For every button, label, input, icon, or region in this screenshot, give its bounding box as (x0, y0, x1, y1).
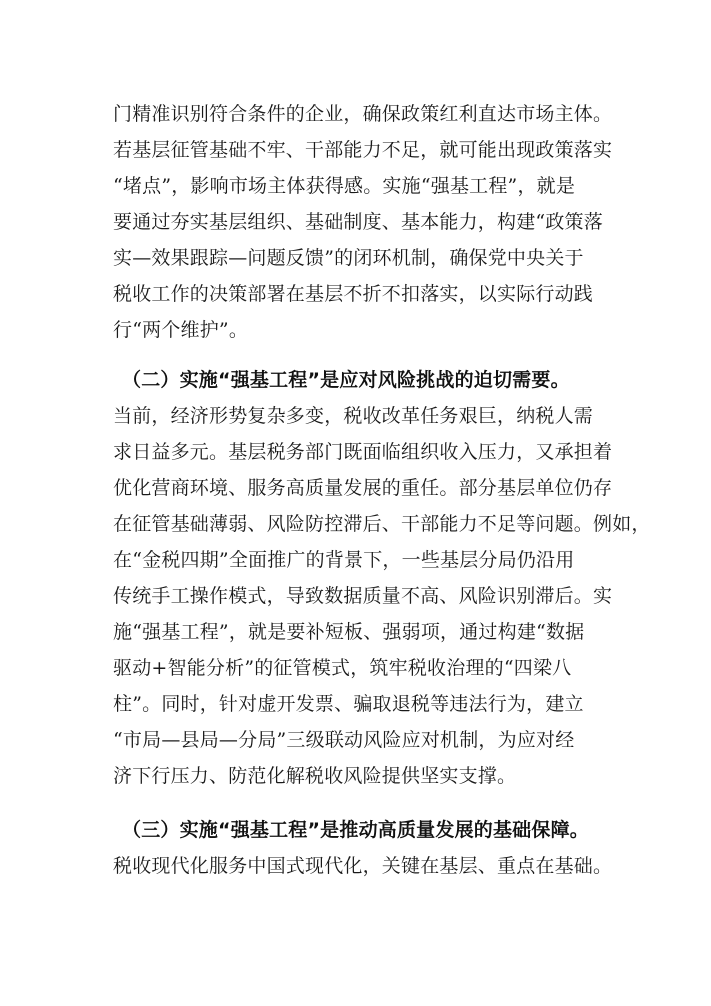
paragraph-line: 税收现代化服务中国式现代化，关键在基层、重点在基础。 (113, 855, 613, 877)
paragraph-line: 当前，经济形势复杂多变，税收改革任务艰巨，纳税人需 (113, 405, 594, 427)
paragraph-line: 传统手工操作模式，导致数据质量不高、风险识别滞后。实 (113, 585, 613, 607)
paragraph-line: 优化营商环境、服务高质量发展的重任。部分基层单位仍存 (113, 477, 613, 499)
paragraph-line: 实—效果跟踪—问题反馈”的闭环机制，确保党中央关于 (113, 247, 584, 269)
paragraph-line: 要通过夯实基层组织、基础制度、基本能力，构建“政策落 (113, 211, 603, 233)
paragraph-line: 在征管基础薄弱、风险防控滞后、干部能力不足等问题。例如， (113, 513, 651, 535)
paragraph-line: 若基层征管基础不牢、干部能力不足，就可能出现政策落实 (113, 139, 613, 161)
paragraph-line: “市局—县局—分局”三级联动风险应对机制，为应对经 (113, 729, 575, 751)
paragraph-line: 门精准识别符合条件的企业，确保政策红利直达市场主体。 (113, 103, 613, 125)
paragraph-line: 求日益多元。基层税务部门既面临组织收入压力，又承担着 (113, 441, 613, 463)
paragraph-line: 柱”。同时，针对虚开发票、骗取退税等违法行为，建立 (113, 693, 584, 715)
section-heading-2: （二）实施“强基工程”是应对风险挑战的迫切需要。 (122, 369, 570, 391)
paragraph-line: 在“金税四期”全面推广的背景下，一些基层分局仍沿用 (113, 549, 575, 571)
paragraph-line: “堵点”，影响市场主体获得感。实施“强基工程”，就是 (113, 175, 576, 197)
section-heading-3: （三）实施“强基工程”是推动高质量发展的基础保障。 (122, 819, 589, 841)
paragraph-line: 行“两个维护”。 (113, 319, 249, 341)
paragraph-line: 驱动+智能分析”的征管模式，筑牢税收治理的“四梁八 (113, 657, 572, 679)
paragraph-line: 施“强基工程”，就是要补短板、强弱项，通过构建“数据 (113, 621, 585, 643)
paragraph-line: 税收工作的决策部署在基层不折不扣落实，以实际行动践 (113, 283, 594, 305)
paragraph-line: 济下行压力、防范化解税收风险提供坚实支撑。 (113, 765, 517, 787)
